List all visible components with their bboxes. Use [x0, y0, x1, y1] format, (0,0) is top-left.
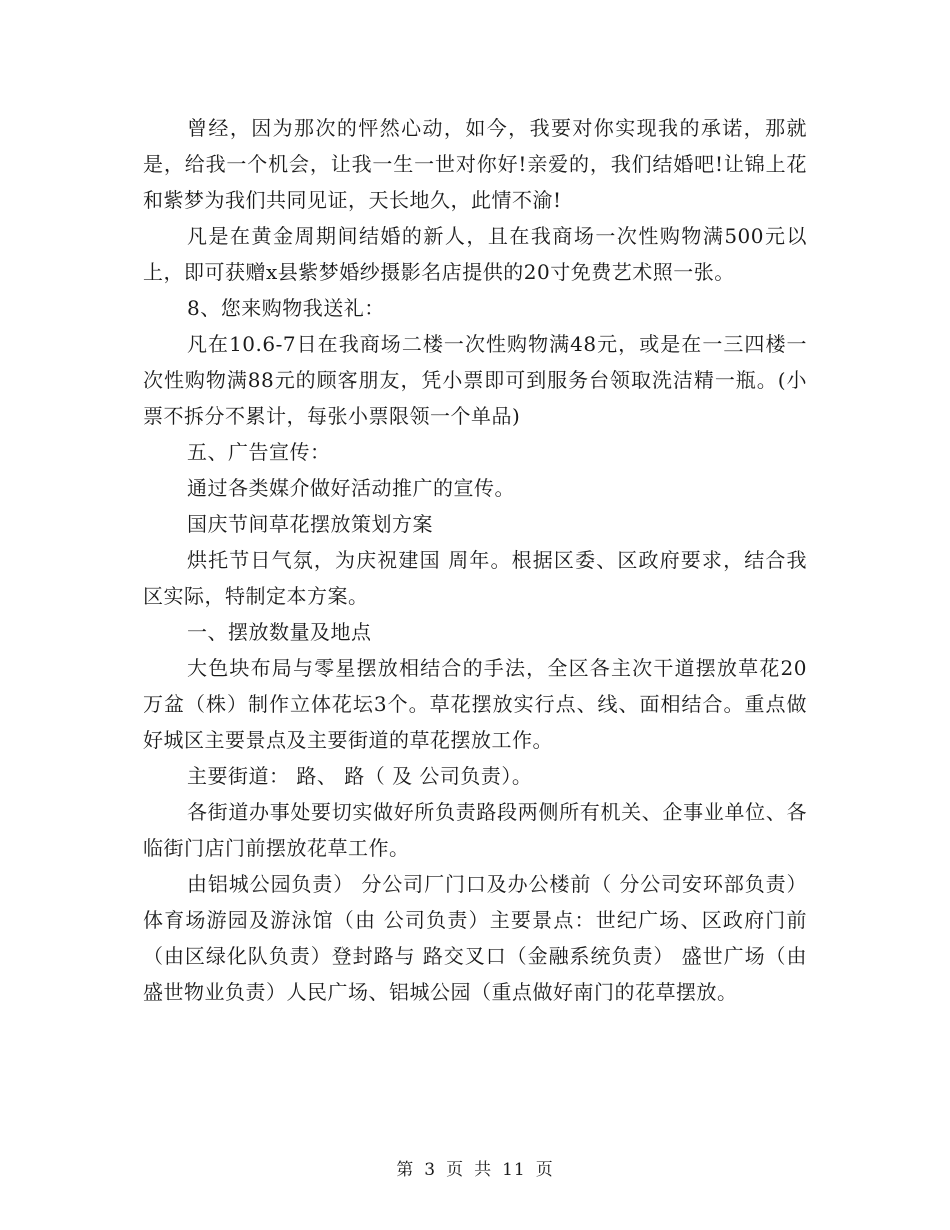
paragraph-13: 由铝城公园负责） 分公司厂门口及办公楼前（ 分公司安环部负责）体育场游园及游泳馆（由 公司负责）主要景点：世纪广场、区政府门前（由区绿化队负责）登封路与 路交叉口（金融系统负责） 盛世广场（由 盛世物业负责）人民广场、铝城公园（重点做好南门的花草摆放。	[143, 872, 807, 1004]
section-heading-ad: 五、广告宣传：	[187, 440, 331, 464]
plan-title: 国庆节间草花摆放策划方案	[187, 512, 433, 536]
footer-ye: 页	[446, 1160, 465, 1180]
page-footer	[0, 1155, 950, 1180]
footer-total-pages: 11	[502, 1160, 526, 1180]
paragraph-2: 凡是在黄金周期间结婚的新人，且在我商场一次性购物满500元以上，即可获赠x县紫梦婚纱摄影名店提供的20寸免费艺术照一张。	[143, 224, 807, 284]
section-heading-placement: 一、摆放数量及地点	[187, 620, 372, 644]
footer-ye-2: 页	[535, 1160, 554, 1180]
footer-di: 第	[396, 1160, 415, 1180]
paragraph-3: 8、您来购物我送礼：	[187, 296, 385, 320]
paragraph-8: 烘托节日气氛，为庆祝建国 周年。根据区委、区政府要求，结合我区实际，特制定本方案。	[143, 548, 807, 608]
paragraph-1: 曾经，因为那次的怦然心动，如今，我要对你实现我的承诺，那就是，给我一个机会，让我一生一世对你好!亲爱的，我们结婚吧!让锦上花和紫梦为我们共同见证，天长地久，此情不渝!	[143, 116, 807, 212]
document-body	[143, 110, 807, 1010]
footer-page-number: 3	[424, 1160, 437, 1180]
paragraph-6: 通过各类媒介做好活动推广的宣传。	[187, 476, 515, 500]
paragraph-4: 凡在10.6-7日在我商场二楼一次性购物满48元，或是在一三四楼一次性购物满88元的顾客朋友，凭小票即可到服务台领取洗洁精一瓶。(小票不拆分不累计，每张小票限领一个单品)	[143, 332, 807, 428]
paragraph-12: 各街道办事处要切实做好所负责路段两侧所有机关、企事业单位、各临街门店门前摆放花草工作。	[143, 800, 807, 860]
footer-gong: 共	[474, 1160, 493, 1180]
paragraph-11: 主要街道： 路、 路（ 及 公司负责）。	[187, 764, 533, 788]
paragraph-10: 大色块布局与零星摆放相结合的手法，全区各主次干道摆放草花20万盆（株）制作立体花坛3个。草花摆放实行点、线、面相结合。重点做好城区主要景点及主要街道的草花摆放工作。	[143, 656, 807, 752]
